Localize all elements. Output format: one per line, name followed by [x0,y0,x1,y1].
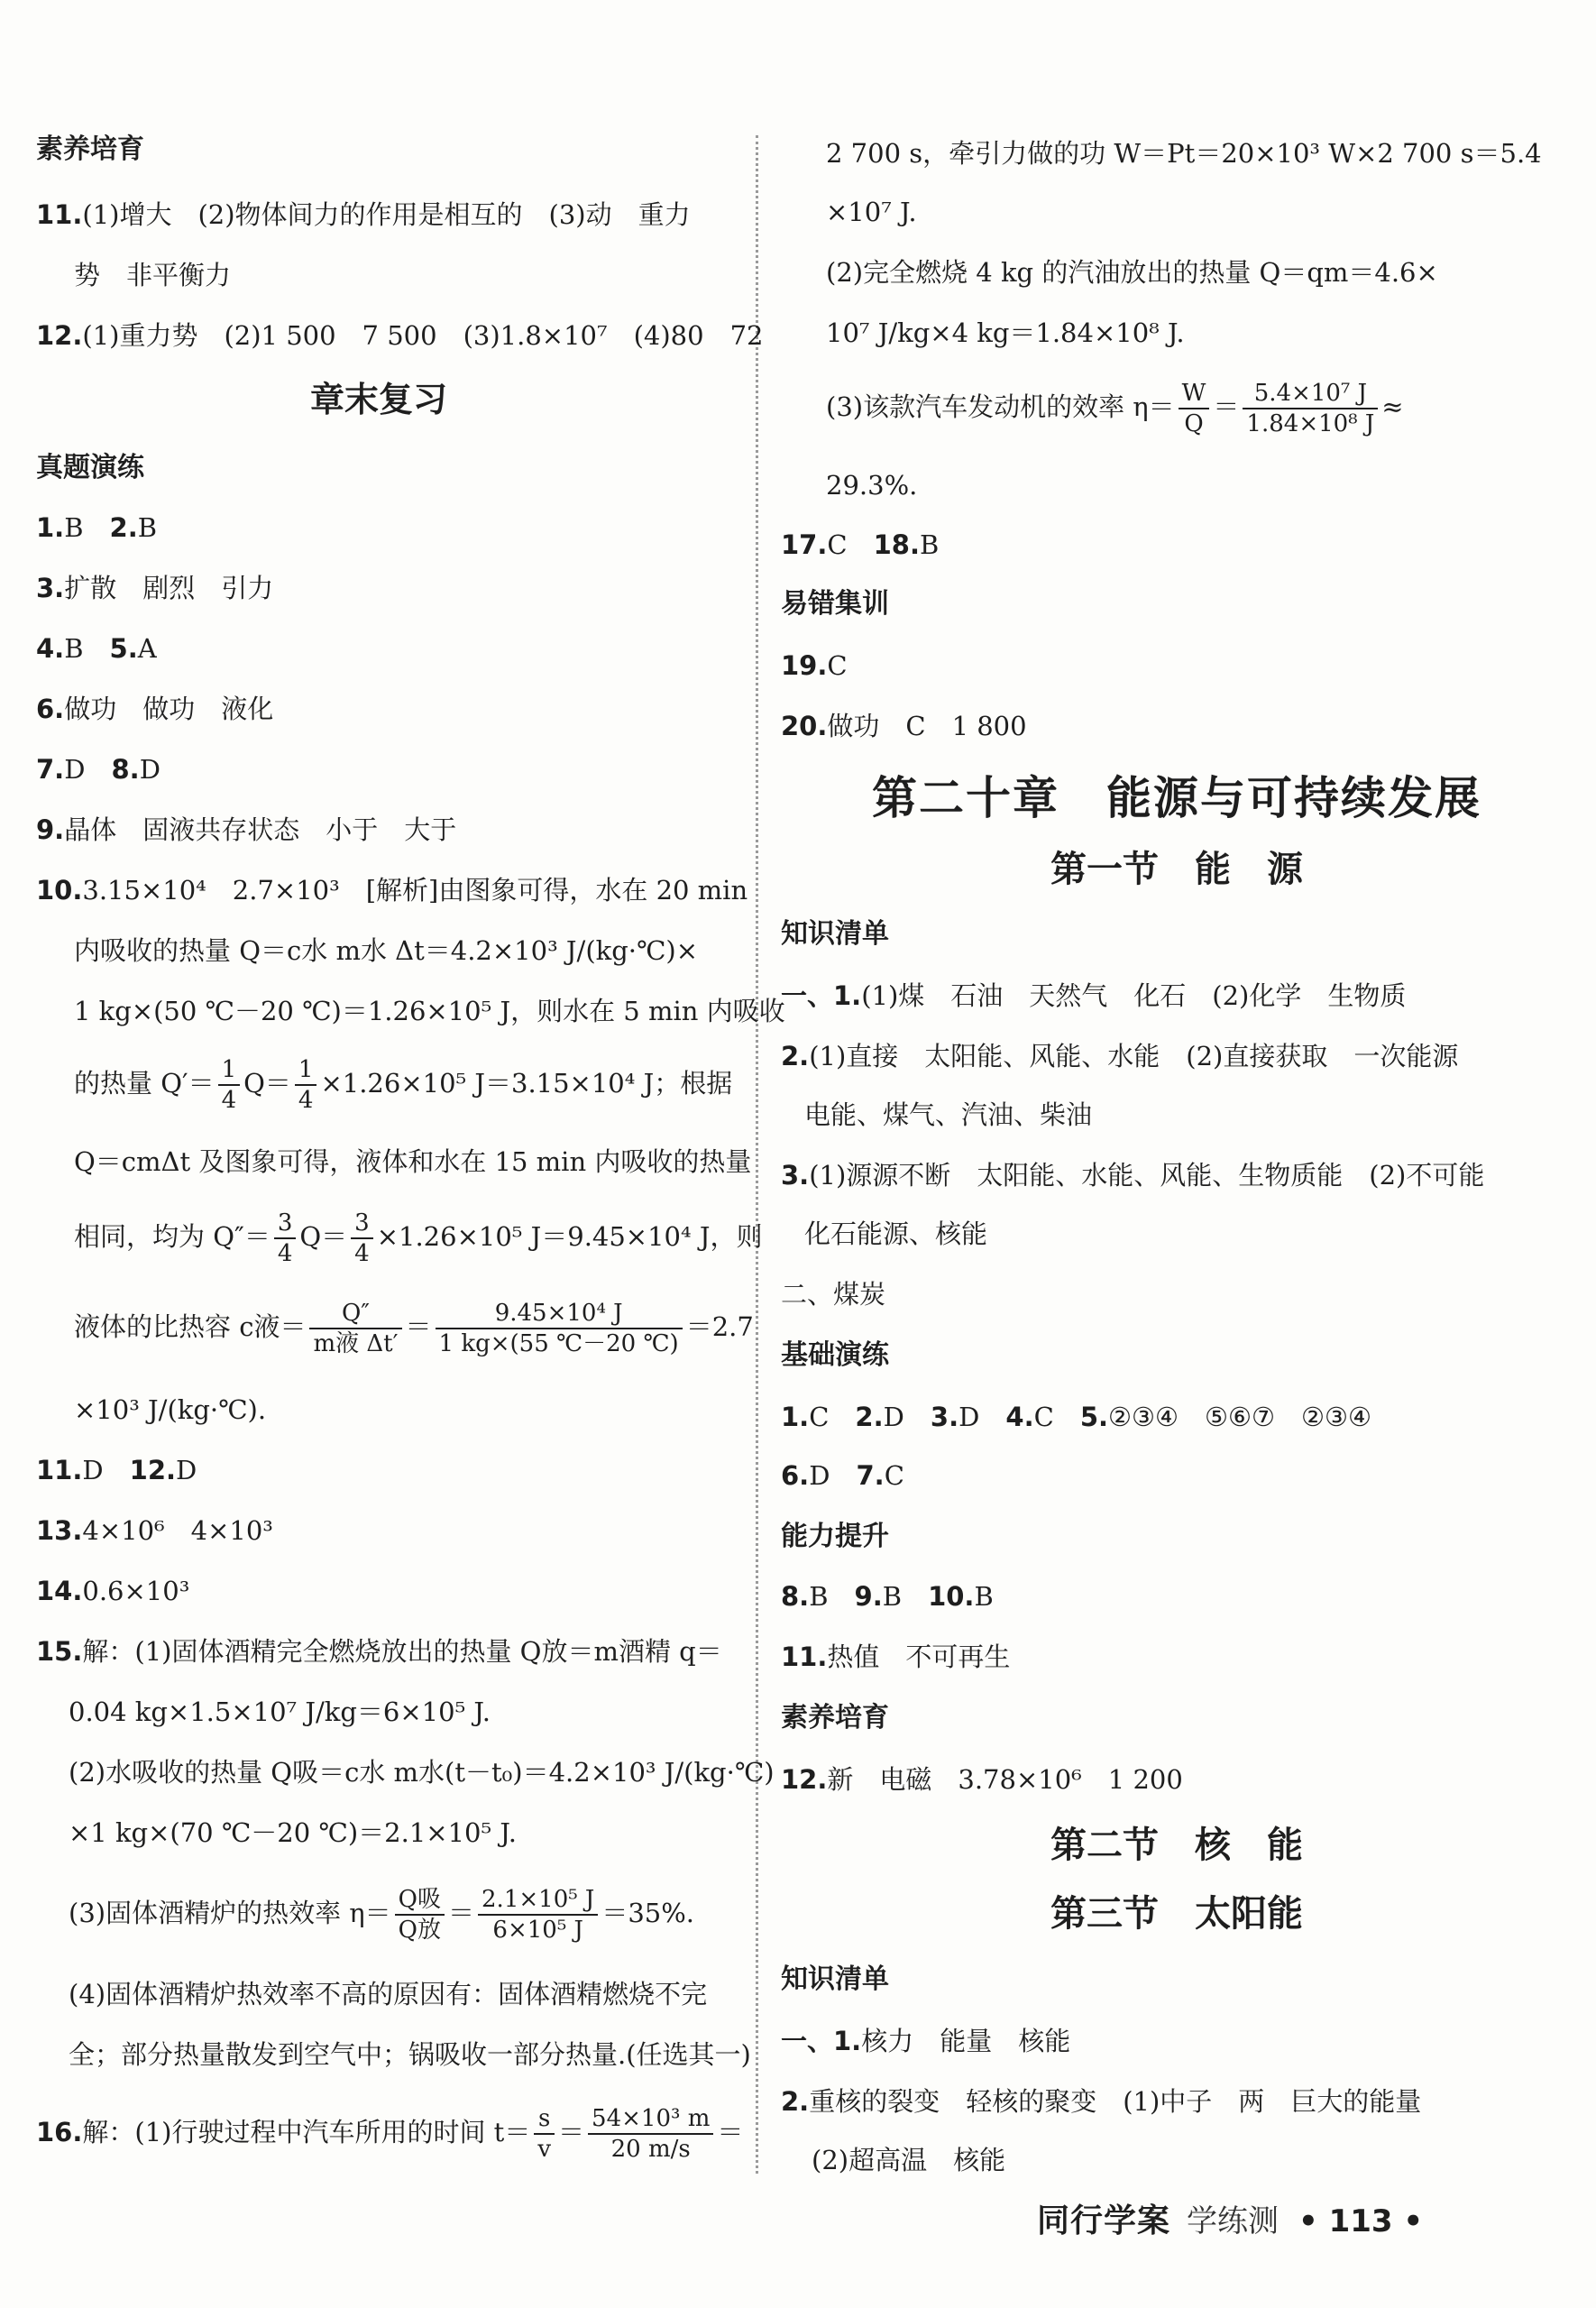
answer-16-line5: 10⁷ J/kg×4 kg＝1.84×10⁸ J. [826,317,1185,348]
knowledge2-2-cont: (2)超高温 核能 [812,2145,1006,2175]
fraction: $\frac{Q''}{\text{m液 Δt′}}$ [309,1299,401,1358]
answer-10-line7: 液体的比热容 c液＝ $\frac{Q''}{\text{m液 Δt′}}$ ＝ $\frac{\text{9.45×10⁴ J}}{1 kg\times(55 ℃-20 ℃)}$ ＝2.7 [74,1300,754,1357]
answer-1-2: 1.B 2.B [36,512,158,543]
answer-15-line4: ×1 kg×(70 ℃－20 ℃)＝2.1×10⁵ J. [69,1817,517,1848]
fraction: $\frac{1}{4}$ [295,1055,317,1115]
fraction: $\frac{s}{v}$ [534,2104,555,2164]
fraction: $\frac{3}{4}$ [351,1209,373,1268]
answer-15-line6: (4)固体酒精炉热效率不高的原因有：固体酒精燃烧不完 [69,1979,708,2009]
answer-15-line5: (3)固体酒精炉的热效率 η＝ $\frac{\text{Q吸}}{\text{Q放}}$ ＝ $\frac{\text{2.1×10⁵ J}}{\text{6×10⁵ J}}$ ＝35%. [69,1886,695,1944]
section-heading-zhenti: 真题演练 [36,452,144,483]
answer-19: 19.C [781,650,848,681]
fraction: $\frac{\text{2.1×10⁵ J}}{\text{6×10⁵ J}}$ [478,1885,598,1945]
answer-15-line3: (2)水吸收的热量 Q吸＝c水 m水(t－t₀)＝4.2×10³ J/(kg·℃) [69,1757,775,1788]
knowledge-3-cont: 化石能源、核能 [804,1218,988,1249]
ability-11: 11.热值 不可再生 [781,1641,1011,1672]
fraction: $\frac{\text{5.4×10⁷ J}}{\text{1.84×10⁸ J}}$ [1243,379,1378,438]
knowledge-4: 二、煤炭 [781,1279,886,1310]
answer-16-line7: 29.3%. [826,470,918,501]
fraction: $\frac{\text{9.45×10⁴ J}}{1 kg\times(55 ℃-20 ℃)}$ [436,1299,683,1358]
answer-15-line2: 0.04 kg×1.5×10⁷ J/kg＝6×10⁵ J. [69,1697,491,1727]
page-footer [1037,2195,1423,2241]
answer-4-5: 4.B 5.A [36,633,157,664]
knowledge-1: 一、1.(1)煤 石油 天然气 化石 (2)化学 生物质 [781,980,1407,1011]
answer-10-line2: 内吸收的热量 Q＝c水 m水 Δt＝4.2×10³ J/(kg·℃)× [74,935,699,966]
section-heading-yicuo: 易错集训 [781,588,889,620]
answer-11: 11.(1)增大 (2)物体间力的作用是相互的 (3)动 重力 [36,199,691,230]
answer-14: 14.0.6×10³ [36,1576,190,1606]
section-heading-zhishi-2: 知识清单 [781,1963,889,1995]
column-divider [756,135,758,2174]
answer-16-line2: 2 700 s，牵引力做的功 W＝Pt＝20×10³ W×2 700 s＝5.4 [826,138,1542,169]
basic-1-5: 1.C 2.D 3.D 4.C 5.②③④ ⑤⑥⑦ ②③④ [781,1402,1371,1432]
section-title-3: 第三节 太阳能 [1050,1893,1303,1935]
section-heading-zhishi-1: 知识清单 [781,918,889,950]
answer-10-line5: Q＝cmΔt 及图象可得，液体和水在 15 min 内吸收的热量 [74,1146,752,1177]
answer-15-line1: 15.解：(1)固体酒精完全燃烧放出的热量 Q放＝m酒精 q＝ [36,1636,722,1667]
knowledge-2-cont: 电能、煤气、汽油、柴油 [804,1099,1093,1130]
knowledge2-2: 2.重核的裂变 轻核的聚变 (1)中子 两 巨大的能量 [781,2086,1422,2117]
answer-15-line7: 全；部分热量散发到空气中；锅吸收一部分热量.(任选其一) [69,2039,751,2070]
answer-6: 6.做功 做功 液化 [36,694,274,724]
ability-8-10: 8.B 9.B 10.B [781,1581,994,1612]
answer-16-line6: (3)该款汽车发动机的效率 η＝ $\frac{W}{Q}$ ＝ $\frac{\text{5.4×10⁷ J}}{\text{1.84×10⁸ J}}$ ≈ [826,380,1404,437]
answer-17-18: 17.C 18.B [781,529,940,560]
section-heading-nengli: 能力提升 [781,1521,889,1552]
answer-10-line4: 的热量 Q′＝ $\frac{1}{4}$ Q＝ $\frac{1}{4}$ ×1.26×10⁵ J＝3.15×10⁴ J；根据 [74,1056,733,1114]
answer-11-cont: 势 非平衡力 [74,260,232,290]
section-heading-suyang-2: 素养培育 [781,1702,889,1733]
fraction: $\frac{W}{Q}$ [1179,379,1210,438]
chapter-review-title: 章末复习 [309,380,447,419]
answer-13: 13.4×10⁶ 4×10³ [36,1515,273,1546]
section-title-2: 第二节 核 能 [1050,1825,1303,1866]
fraction: $\frac{1}{4}$ [218,1055,241,1115]
fraction: $\frac{\text{Q吸}}{\text{Q放}}$ [395,1885,445,1945]
brand-name: 同行学案 [1037,2202,1171,2239]
literacy-12: 12.新 电磁 3.78×10⁶ 1 200 [781,1764,1183,1795]
knowledge-2: 2.(1)直接 太阳能、风能、水能 (2)直接获取 一次能源 [781,1041,1459,1071]
answer-12: 12.(1)重力势 (2)1 500 7 500 (3)1.8×10⁷ (4)80 72 [36,320,764,351]
series-name: 学练测 [1187,2203,1280,2239]
chapter-title: 第二十章 能源与可持续发展 [872,772,1481,824]
answer-10-line3: 1 kg×(50 ℃－20 ℃)＝1.26×10⁵ J，则水在 5 min 内吸收 [74,996,785,1026]
answer-3: 3.扩散 剧烈 引力 [36,573,274,603]
basic-6-7: 6.D 7.C [781,1460,904,1491]
answer-16-line3: ×10⁷ J. [826,197,917,227]
fraction: $\frac{3}{4}$ [274,1209,297,1268]
section-heading-suyang: 素养培育 [36,133,144,165]
answer-11-12: 11.D 12.D [36,1455,197,1485]
page-number: • 113 • [1298,2203,1424,2239]
section-heading-jichu: 基础演练 [781,1339,889,1371]
answer-10-line8: ×10³ J/(kg·℃). [74,1394,267,1425]
knowledge2-1: 一、1.核力 能量 核能 [781,2026,1071,2056]
section-title-1: 第一节 能 源 [1050,849,1303,890]
answer-10-line6: 相同，均为 Q″＝ $\frac{3}{4}$ Q＝ $\frac{3}{4}$ ×1.26×10⁵ J＝9.45×10⁴ J，则 [74,1209,763,1267]
answer-9: 9.晶体 固液共存状态 小于 大于 [36,814,457,845]
fraction: $\frac{\text{54×10³ m}}{20 m/s}$ [588,2104,713,2164]
answer-16-line1: 16.解：(1)行驶过程中汽车所用的时间 t＝ $\frac{s}{v}$ ＝ $\frac{\text{54×10³ m}}{20 m/s}$ ＝ [36,2105,744,2163]
answer-10-line1: 10.3.15×10⁴ 2.7×10³ [解析]由图象可得，水在 20 min [36,875,748,906]
answer-20: 20.做功 C 1 800 [781,711,1027,741]
knowledge-3: 3.(1)源源不断 太阳能、水能、风能、生物质能 (2)不可能 [781,1160,1485,1191]
answer-7-8: 7.D 8.D [36,754,161,785]
answer-16-line4: (2)完全燃烧 4 kg 的汽油放出的热量 Q＝qm＝4.6× [826,257,1438,288]
